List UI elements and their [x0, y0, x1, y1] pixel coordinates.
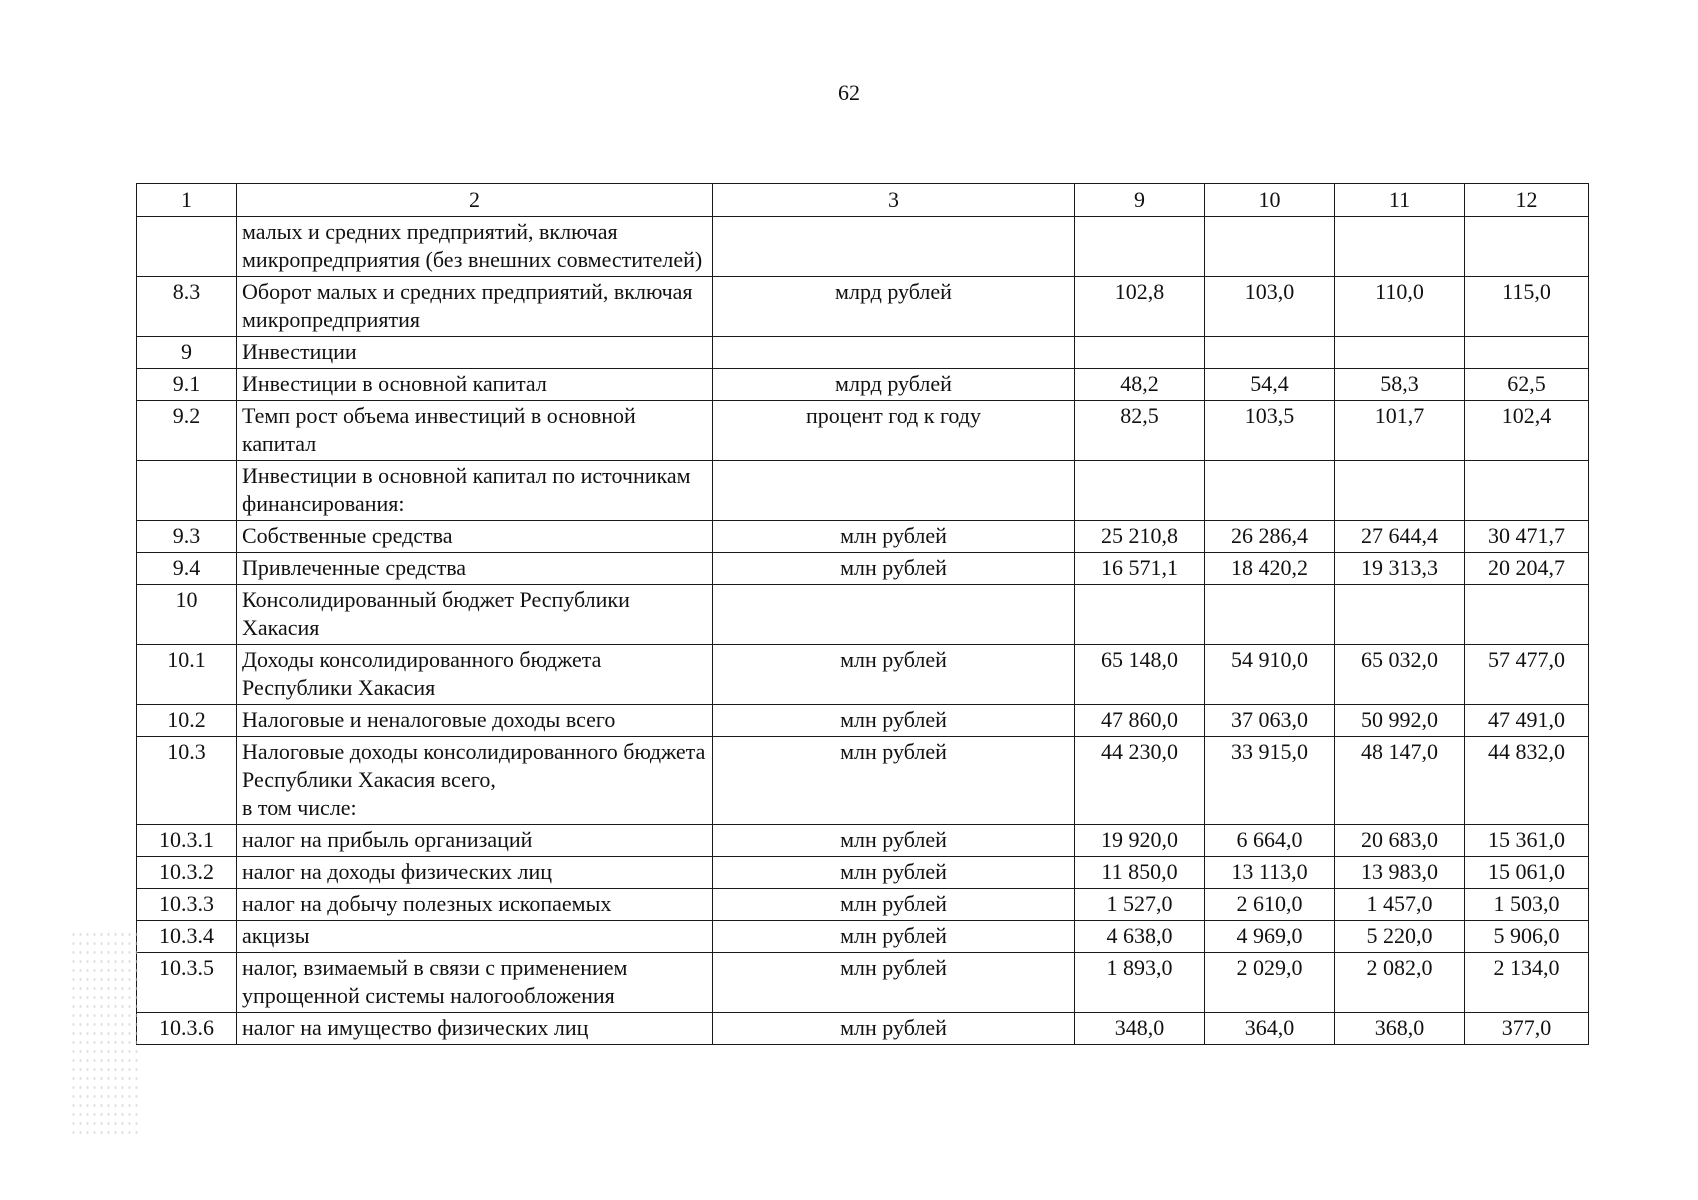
scan-artifact — [70, 930, 140, 1140]
value-col-10: 54,4 — [1205, 369, 1335, 401]
value-col-12: 2 134,0 — [1465, 953, 1589, 1013]
value-col-9: 44 230,0 — [1075, 737, 1205, 825]
table-row — [137, 461, 1589, 521]
value-col-11: 110,0 — [1335, 277, 1465, 337]
value-col-12 — [1465, 337, 1589, 369]
unit-of-measure: млн рублей — [713, 857, 1075, 889]
row-number: 9.2 — [137, 401, 237, 461]
row-number: 8.3 — [137, 277, 237, 337]
unit-of-measure: млн рублей — [713, 1013, 1075, 1045]
value-col-12: 377,0 — [1465, 1013, 1589, 1045]
value-col-11: 368,0 — [1335, 1013, 1465, 1045]
row-number — [137, 217, 237, 277]
row-number: 10.2 — [137, 705, 237, 737]
value-col-12: 15 061,0 — [1465, 857, 1589, 889]
unit-of-measure: млн рублей — [713, 705, 1075, 737]
value-col-11 — [1335, 585, 1465, 645]
value-col-12: 15 361,0 — [1465, 825, 1589, 857]
value-col-10: 33 915,0 — [1205, 737, 1335, 825]
unit-of-measure: млн рублей — [713, 737, 1075, 825]
table-row — [137, 1013, 1589, 1045]
value-col-10: 103,0 — [1205, 277, 1335, 337]
table-row — [137, 553, 1589, 585]
value-col-10: 364,0 — [1205, 1013, 1335, 1045]
unit-of-measure — [713, 217, 1075, 277]
value-col-9: 48,2 — [1075, 369, 1205, 401]
value-col-12 — [1465, 217, 1589, 277]
value-col-11: 5 220,0 — [1335, 921, 1465, 953]
value-col-10 — [1205, 461, 1335, 521]
value-col-11 — [1335, 217, 1465, 277]
table-row — [137, 277, 1589, 337]
indicator-name: Привлеченные средства — [237, 553, 713, 585]
indicator-name: Инвестиции в основной капитал по источникам финансирования: — [237, 461, 713, 521]
table-row — [137, 337, 1589, 369]
unit-of-measure — [713, 461, 1075, 521]
row-number: 10 — [137, 585, 237, 645]
value-col-9: 65 148,0 — [1075, 645, 1205, 705]
indicators-table — [136, 183, 1589, 1045]
value-col-10: 54 910,0 — [1205, 645, 1335, 705]
header-row — [137, 184, 1589, 217]
value-col-11: 58,3 — [1335, 369, 1465, 401]
unit-of-measure: млрд рублей — [713, 277, 1075, 337]
value-col-9 — [1075, 337, 1205, 369]
table-row — [137, 585, 1589, 645]
unit-of-measure: млн рублей — [713, 921, 1075, 953]
value-col-12 — [1465, 461, 1589, 521]
value-col-9: 11 850,0 — [1075, 857, 1205, 889]
value-col-11: 48 147,0 — [1335, 737, 1465, 825]
value-col-11: 65 032,0 — [1335, 645, 1465, 705]
header-col-9: 9 — [1075, 184, 1205, 217]
value-col-11 — [1335, 337, 1465, 369]
indicator-name: Темп рост объема инвестиций в основной капитал — [237, 401, 713, 461]
indicator-name: Доходы консолидированного бюджета Республики Хакасия — [237, 645, 713, 705]
value-col-10: 18 420,2 — [1205, 553, 1335, 585]
value-col-9: 19 920,0 — [1075, 825, 1205, 857]
row-number: 10.1 — [137, 645, 237, 705]
value-col-12: 30 471,7 — [1465, 521, 1589, 553]
value-col-10: 103,5 — [1205, 401, 1335, 461]
unit-of-measure: млн рублей — [713, 645, 1075, 705]
value-col-10 — [1205, 217, 1335, 277]
table-row — [137, 953, 1589, 1013]
table-row — [137, 217, 1589, 277]
indicator-name: Инвестиции — [237, 337, 713, 369]
table-row — [137, 705, 1589, 737]
value-col-10: 37 063,0 — [1205, 705, 1335, 737]
table-row — [137, 857, 1589, 889]
value-col-12: 20 204,7 — [1465, 553, 1589, 585]
row-number: 10.3.1 — [137, 825, 237, 857]
value-col-9: 348,0 — [1075, 1013, 1205, 1045]
header-col-3: 3 — [713, 184, 1075, 217]
value-col-11: 2 082,0 — [1335, 953, 1465, 1013]
header-col-2: 2 — [237, 184, 713, 217]
unit-of-measure: млн рублей — [713, 953, 1075, 1013]
value-col-9 — [1075, 585, 1205, 645]
unit-of-measure: млрд рублей — [713, 369, 1075, 401]
header-col-1: 1 — [137, 184, 237, 217]
indicator-name: Консолидированный бюджет Республики Хакасия — [237, 585, 713, 645]
value-col-10: 26 286,4 — [1205, 521, 1335, 553]
indicator-name: налог на добычу полезных ископаемых — [237, 889, 713, 921]
row-number: 10.3.3 — [137, 889, 237, 921]
indicator-name: налог на прибыль организаций — [237, 825, 713, 857]
row-number: 10.3 — [137, 737, 237, 825]
table-body — [137, 217, 1589, 1045]
row-number: 9.4 — [137, 553, 237, 585]
value-col-11: 50 992,0 — [1335, 705, 1465, 737]
value-col-11: 13 983,0 — [1335, 857, 1465, 889]
value-col-9 — [1075, 461, 1205, 521]
header-col-11: 11 — [1335, 184, 1465, 217]
indicator-name: Собственные средства — [237, 521, 713, 553]
indicator-name: Налоговые доходы консолидированного бюджета Республики Хакасия всего, в том числе: — [237, 737, 713, 825]
value-col-12: 44 832,0 — [1465, 737, 1589, 825]
unit-of-measure — [713, 585, 1075, 645]
table-row — [137, 645, 1589, 705]
value-col-12: 1 503,0 — [1465, 889, 1589, 921]
table-header — [137, 184, 1589, 217]
value-col-11: 101,7 — [1335, 401, 1465, 461]
indicator-name: Инвестиции в основной капитал — [237, 369, 713, 401]
indicator-name: налог на доходы физических лиц — [237, 857, 713, 889]
indicator-name: акцизы — [237, 921, 713, 953]
unit-of-measure — [713, 337, 1075, 369]
value-col-9: 1 527,0 — [1075, 889, 1205, 921]
value-col-12: 115,0 — [1465, 277, 1589, 337]
value-col-12: 47 491,0 — [1465, 705, 1589, 737]
row-number — [137, 461, 237, 521]
value-col-12: 57 477,0 — [1465, 645, 1589, 705]
value-col-12: 102,4 — [1465, 401, 1589, 461]
value-col-10: 2 610,0 — [1205, 889, 1335, 921]
value-col-11: 27 644,4 — [1335, 521, 1465, 553]
value-col-11 — [1335, 461, 1465, 521]
indicator-name: налог на имущество физических лиц — [237, 1013, 713, 1045]
indicator-name: Налоговые и неналоговые доходы всего — [237, 705, 713, 737]
value-col-10 — [1205, 337, 1335, 369]
value-col-9: 16 571,1 — [1075, 553, 1205, 585]
row-number: 9.1 — [137, 369, 237, 401]
value-col-9: 4 638,0 — [1075, 921, 1205, 953]
indicator-name: налог, взимаемый в связи с применением упрощенной системы налогообложения — [237, 953, 713, 1013]
table-row — [137, 369, 1589, 401]
value-col-10: 13 113,0 — [1205, 857, 1335, 889]
row-number: 10.3.4 — [137, 921, 237, 953]
value-col-12 — [1465, 585, 1589, 645]
value-col-11: 20 683,0 — [1335, 825, 1465, 857]
value-col-9: 102,8 — [1075, 277, 1205, 337]
row-number: 10.3.6 — [137, 1013, 237, 1045]
unit-of-measure: млн рублей — [713, 825, 1075, 857]
row-number: 10.3.2 — [137, 857, 237, 889]
header-col-10: 10 — [1205, 184, 1335, 217]
row-number: 9 — [137, 337, 237, 369]
unit-of-measure: процент год к году — [713, 401, 1075, 461]
table-row — [137, 521, 1589, 553]
page-number: 62 — [838, 80, 860, 105]
value-col-9: 47 860,0 — [1075, 705, 1205, 737]
indicator-name: Оборот малых и средних предприятий, включая микропредприятия — [237, 277, 713, 337]
value-col-10: 2 029,0 — [1205, 953, 1335, 1013]
row-number: 10.3.5 — [137, 953, 237, 1013]
value-col-11: 1 457,0 — [1335, 889, 1465, 921]
table-row — [137, 825, 1589, 857]
value-col-9: 25 210,8 — [1075, 521, 1205, 553]
value-col-10: 6 664,0 — [1205, 825, 1335, 857]
table-row — [137, 921, 1589, 953]
value-col-10 — [1205, 585, 1335, 645]
table-row — [137, 737, 1589, 825]
unit-of-measure: млн рублей — [713, 521, 1075, 553]
unit-of-measure: млн рублей — [713, 553, 1075, 585]
indicator-name: малых и средних предприятий, включая микропредприятия (без внешних совместителей) — [237, 217, 713, 277]
value-col-11: 19 313,3 — [1335, 553, 1465, 585]
table-row — [137, 401, 1589, 461]
table-row — [137, 889, 1589, 921]
value-col-12: 5 906,0 — [1465, 921, 1589, 953]
header-col-12: 12 — [1465, 184, 1589, 217]
value-col-9 — [1075, 217, 1205, 277]
value-col-10: 4 969,0 — [1205, 921, 1335, 953]
value-col-9: 82,5 — [1075, 401, 1205, 461]
value-col-9: 1 893,0 — [1075, 953, 1205, 1013]
row-number: 9.3 — [137, 521, 237, 553]
value-col-12: 62,5 — [1465, 369, 1589, 401]
unit-of-measure: млн рублей — [713, 889, 1075, 921]
